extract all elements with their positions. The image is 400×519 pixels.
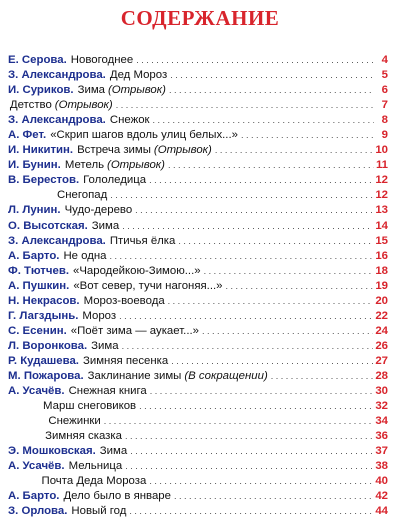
- toc-entry[interactable]: [8, 158, 388, 173]
- toc-entry[interactable]: [8, 459, 388, 474]
- toc-page-number: 13: [375, 204, 388, 217]
- toc-page-number: 44: [375, 505, 388, 518]
- toc-entry[interactable]: [8, 324, 388, 339]
- toc-entry[interactable]: [8, 279, 388, 294]
- toc-dot-leader: [204, 264, 374, 279]
- toc-dot-leader: [130, 444, 373, 459]
- toc-work-title: Снегопад: [57, 189, 108, 202]
- page-title: СОДЕРЖАНИЕ: [120, 6, 280, 30]
- toc-entry[interactable]: [8, 504, 388, 519]
- toc-dot-leader: [271, 369, 374, 384]
- toc-work-title: Птичья ёлка: [109, 234, 176, 247]
- toc-dot-leader: [153, 113, 374, 128]
- toc-dot-leader: [241, 128, 374, 143]
- toc-work-title: Заклинание зимы: [87, 369, 182, 382]
- toc-entry[interactable]: [8, 234, 388, 249]
- toc-dot-leader: [174, 489, 373, 504]
- toc-page-number: 28: [375, 369, 388, 382]
- toc-entry[interactable]: [8, 429, 388, 444]
- toc-dot-leader: [149, 474, 373, 489]
- toc-entry[interactable]: [8, 294, 388, 309]
- toc-dot-leader: [178, 234, 373, 249]
- toc-entry[interactable]: [8, 203, 388, 218]
- toc-author: Э. Мошковская.: [8, 445, 96, 458]
- toc-dot-leader: [168, 294, 374, 309]
- toc-dot-leader: [150, 384, 374, 399]
- toc-entry[interactable]: [8, 98, 388, 113]
- toc-author: И. Никитин.: [8, 144, 74, 157]
- toc-dot-leader: [168, 158, 374, 173]
- toc-work-title: Метель: [64, 159, 105, 172]
- toc-author: А. Барто.: [8, 490, 60, 503]
- toc-note: (Отрывок): [108, 84, 166, 97]
- toc-dot-leader: [226, 279, 374, 294]
- toc-note: (В сокращении): [184, 369, 268, 382]
- toc-page-number: 24: [375, 324, 388, 337]
- toc-dot-leader: [119, 309, 373, 324]
- toc-list: [8, 53, 388, 519]
- toc-dot-leader: [125, 459, 373, 474]
- toc-page-number: 8: [381, 114, 388, 127]
- toc-entry[interactable]: [8, 489, 388, 504]
- toc-page-number: 19: [375, 279, 388, 292]
- toc-entry[interactable]: [8, 399, 388, 414]
- toc-work-title: Мороз: [82, 309, 117, 322]
- toc-page-number: 30: [375, 385, 388, 398]
- toc-entry[interactable]: [8, 339, 388, 354]
- toc-author: В. Берестов.: [8, 174, 80, 187]
- toc-work-title: Зимняя песенка: [82, 354, 169, 367]
- toc-work-title: «Поёт зима — аукает...»: [70, 324, 200, 337]
- toc-note: (Отрывок): [54, 99, 113, 112]
- toc-work-title: Новый год: [71, 505, 127, 518]
- toc-page-number: 26: [375, 339, 388, 352]
- toc-dot-leader: [104, 414, 374, 429]
- toc-dot-leader: [139, 399, 373, 414]
- toc-page-number: 11: [375, 159, 388, 172]
- toc-page-number: 34: [375, 415, 388, 428]
- toc-dot-leader: [135, 203, 373, 218]
- toc-author: А. Фет.: [8, 129, 47, 142]
- toc-author: А. Барто.: [8, 249, 60, 262]
- toc-entry[interactable]: [8, 173, 388, 188]
- toc-page-number: 16: [375, 249, 388, 262]
- toc-work-title: Дед Мороз: [109, 69, 168, 82]
- toc-page-number: 12: [375, 189, 388, 202]
- toc-dot-leader: [171, 354, 373, 369]
- toc-dot-leader: [169, 83, 374, 98]
- toc-work-title: Снежок: [109, 114, 150, 127]
- toc-entry[interactable]: [8, 68, 388, 83]
- toc-page-number: 15: [375, 234, 388, 247]
- toc-author: З. Александрова.: [8, 114, 106, 127]
- toc-dot-leader: [116, 98, 374, 113]
- toc-author: З. Александрова.: [8, 234, 106, 247]
- toc-work-title: Детство: [9, 99, 52, 112]
- toc-page-number: 37: [375, 445, 388, 458]
- toc-entry[interactable]: [8, 444, 388, 459]
- toc-note: (Отрывок): [153, 144, 212, 157]
- toc-dot-leader: [149, 173, 373, 188]
- toc-dot-leader: [122, 339, 374, 354]
- toc-page-number: 18: [375, 264, 388, 277]
- toc-author: Г. Лагздынь.: [8, 309, 79, 322]
- toc-author: А. Усачёв.: [8, 460, 65, 473]
- toc-entry[interactable]: [8, 369, 388, 384]
- toc-work-title: Зима: [99, 445, 128, 458]
- toc-page-number: 27: [375, 354, 388, 367]
- toc-page-number: 42: [375, 490, 388, 503]
- toc-work-title: Почта Деда Мороза: [41, 475, 147, 488]
- toc-work-title: Зима: [91, 339, 119, 352]
- toc-entry[interactable]: [8, 264, 388, 279]
- toc-work-title: Зима: [77, 84, 105, 97]
- toc-author: А. Пушкин.: [8, 279, 70, 292]
- toc-entry[interactable]: [8, 249, 388, 264]
- toc-work-title: Марш снеговиков: [43, 400, 137, 413]
- toc-entry[interactable]: [8, 354, 388, 369]
- toc-entry[interactable]: [8, 188, 388, 203]
- toc-page-number: 38: [375, 460, 388, 473]
- toc-author: З. Орлова.: [8, 505, 68, 518]
- toc-entry[interactable]: [8, 384, 388, 399]
- toc-page-number: 12: [375, 174, 388, 187]
- toc-work-title: Снежная книга: [68, 385, 147, 398]
- toc-author: Е. Серова.: [8, 54, 67, 66]
- toc-page-number: 40: [375, 475, 388, 488]
- toc-note: (Отрывок): [107, 159, 165, 172]
- toc-work-title: «Чародейкою-Зимою...»: [73, 264, 201, 277]
- toc-entry[interactable]: [8, 414, 388, 429]
- toc-entry[interactable]: [8, 128, 388, 143]
- toc-entry[interactable]: [8, 83, 388, 98]
- toc-entry[interactable]: [8, 143, 388, 158]
- toc-author: М. Пожарова.: [8, 369, 84, 382]
- toc-work-title: Не одна: [63, 249, 107, 262]
- toc-work-title: Мельница: [68, 460, 123, 473]
- toc-author: И. Суриков.: [8, 84, 74, 97]
- toc-work-title: Чудо-дерево: [64, 204, 133, 217]
- toc-page-number: 7: [381, 99, 388, 112]
- toc-entry[interactable]: [8, 113, 388, 128]
- toc-page-number: 9: [381, 129, 388, 142]
- toc-author: Н. Некрасов.: [8, 294, 80, 307]
- toc-work-title: Дело было в январе: [63, 490, 171, 503]
- toc-author: И. Бунин.: [8, 159, 61, 172]
- toc-entry[interactable]: [8, 219, 388, 234]
- toc-dot-leader: [125, 429, 373, 444]
- toc-work-title: Мороз-воевода: [83, 294, 165, 307]
- toc-dot-leader: [170, 68, 374, 83]
- toc-work-title: Новогоднее: [70, 54, 134, 66]
- toc-dot-leader: [122, 219, 373, 234]
- toc-work-title: Снежинки: [48, 415, 101, 428]
- toc-author: С. Есенин.: [8, 324, 67, 337]
- toc-author: Л. Воронкова.: [8, 339, 88, 352]
- toc-page-number: 4: [381, 54, 388, 66]
- toc-work-title: Гололедица: [83, 174, 147, 187]
- toc-author: Л. Лунин.: [8, 204, 61, 217]
- toc-work-title: Встреча зимы: [77, 144, 151, 157]
- toc-author: А. Усачёв.: [8, 385, 65, 398]
- toc-page-number: 6: [381, 84, 388, 97]
- toc-entry[interactable]: [8, 309, 388, 324]
- toc-author: Р. Кудашева.: [8, 354, 79, 367]
- toc-entry[interactable]: [8, 53, 388, 68]
- toc-work-title: Зимняя сказка: [45, 430, 122, 443]
- toc-dot-leader: [215, 143, 373, 158]
- toc-page-number: 32: [375, 400, 388, 413]
- toc-work-title: Зима: [91, 219, 120, 232]
- toc-work-title: «Скрип шагов вдоль улиц белых...»: [50, 129, 238, 142]
- toc-author: Ф. Тютчев.: [8, 264, 69, 277]
- toc-author: О. Высотская.: [8, 219, 88, 232]
- toc-page-number: 22: [375, 309, 388, 322]
- toc-work-title: «Вот север, тучи нагоняя...»: [73, 279, 223, 292]
- toc-entry[interactable]: [8, 474, 388, 489]
- toc-author: З. Александрова.: [8, 69, 106, 82]
- toc-dot-leader: [136, 53, 374, 68]
- toc-page-number: 10: [375, 144, 388, 157]
- toc-dot-leader: [110, 249, 374, 264]
- toc-dot-leader: [110, 188, 373, 203]
- toc-page-number: 20: [375, 294, 388, 307]
- toc-dot-leader: [202, 324, 373, 339]
- toc-page-number: 14: [375, 219, 388, 232]
- toc-page-number: 36: [375, 430, 388, 443]
- toc-page-number: 5: [381, 69, 388, 82]
- toc-dot-leader: [129, 504, 373, 519]
